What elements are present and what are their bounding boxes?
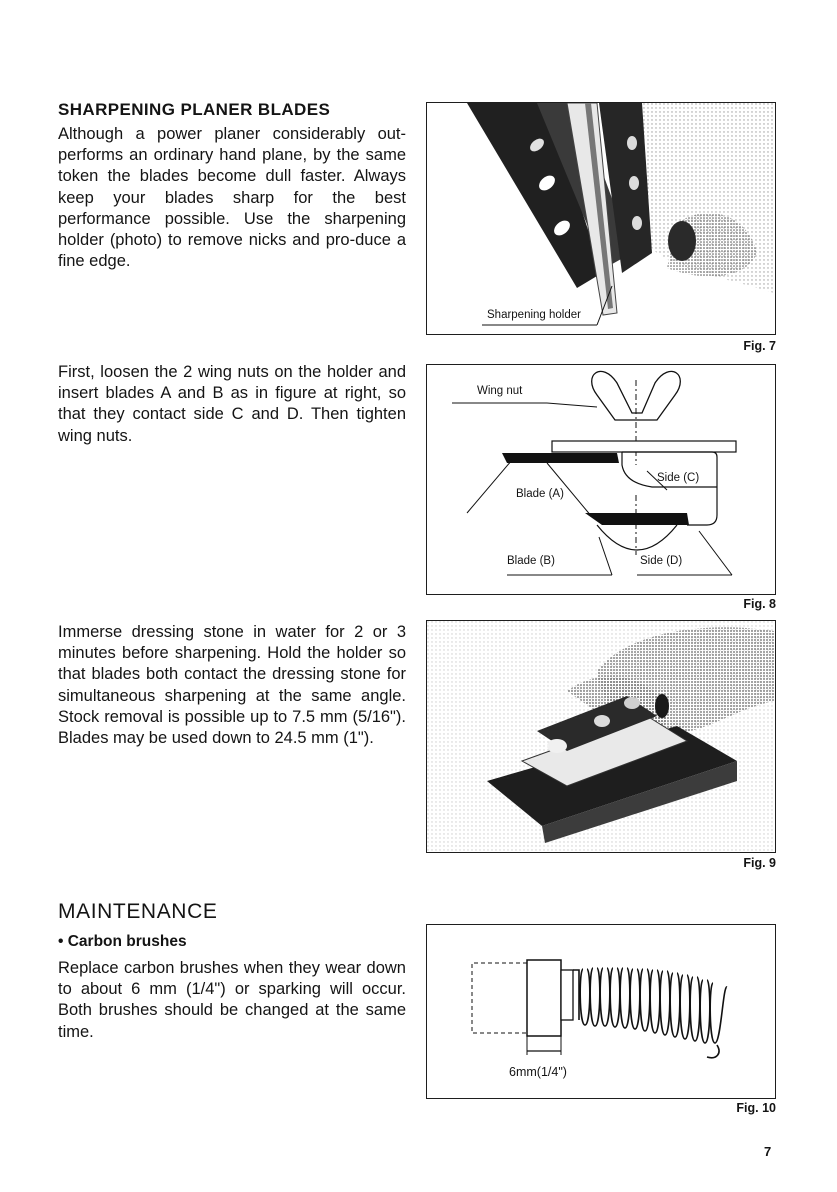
figure-8-label: Fig. 8 [743, 597, 776, 611]
callout-sharpening-holder: Sharpening holder [487, 309, 581, 321]
figure-9-label: Fig. 9 [743, 856, 776, 870]
figure-7-photo [426, 102, 776, 335]
figure-8-diagram [426, 364, 776, 595]
paragraph-dressing-stone: Immerse dressing stone in water for 2 or 3 minutes before sharpening. Hold the holder so that blades both contact the dressing stone for simultaneous sharpening at the same angle. Stock removal is possible up to 7.5 mm (5/16"). Blades may be used down to 24.5 mm (1"). [58, 623, 406, 748]
sharpening-holder-illustration [427, 103, 774, 333]
paragraph-sharpening-intro: Although a power planer considerably out-performs an ordinary hand plane, by the same token the blades become dull faster. Always keep your blades sharp for the best performance possible. Use the sharpening holder (photo) to remove nicks and pro-duce a fine edge. [58, 125, 406, 271]
callout-side-c: Side (C) [657, 472, 700, 484]
callout-blade-a: Blade (A) [516, 488, 564, 500]
section-title-sharpening: SHARPENING PLANER BLADES [58, 100, 331, 119]
figure-10-label: Fig. 10 [736, 1101, 776, 1115]
paragraph-holder-setup: First, loosen the 2 wing nuts on the holder and insert blades A and B as in figure at right, so that they contact side C and D. Then tighten wing nuts. [58, 363, 406, 445]
subheading-carbon-brushes: • Carbon brushes [58, 933, 187, 950]
dressing-stone-illustration [427, 621, 774, 851]
page-number: 7 [764, 1144, 772, 1159]
callout-wing-nut: Wing nut [477, 385, 523, 397]
callout-6mm: 6mm(1/4") [509, 1065, 567, 1079]
figure-7-label: Fig. 7 [743, 339, 776, 353]
callout-blade-b: Blade (B) [507, 555, 555, 567]
callout-side-d: Side (D) [640, 555, 683, 567]
paragraph-carbon-brushes: Replace carbon brushes when they wear down to about 6 mm (1/4") or sparking will occur. Both brushes should be changed at the same time. [58, 959, 406, 1041]
carbon-brush-illustration [427, 925, 774, 1097]
holder-diagram-illustration [427, 365, 774, 593]
figure-9-photo [426, 620, 776, 853]
figure-10-diagram [426, 924, 776, 1099]
section-title-maintenance: MAINTENANCE [58, 900, 218, 923]
